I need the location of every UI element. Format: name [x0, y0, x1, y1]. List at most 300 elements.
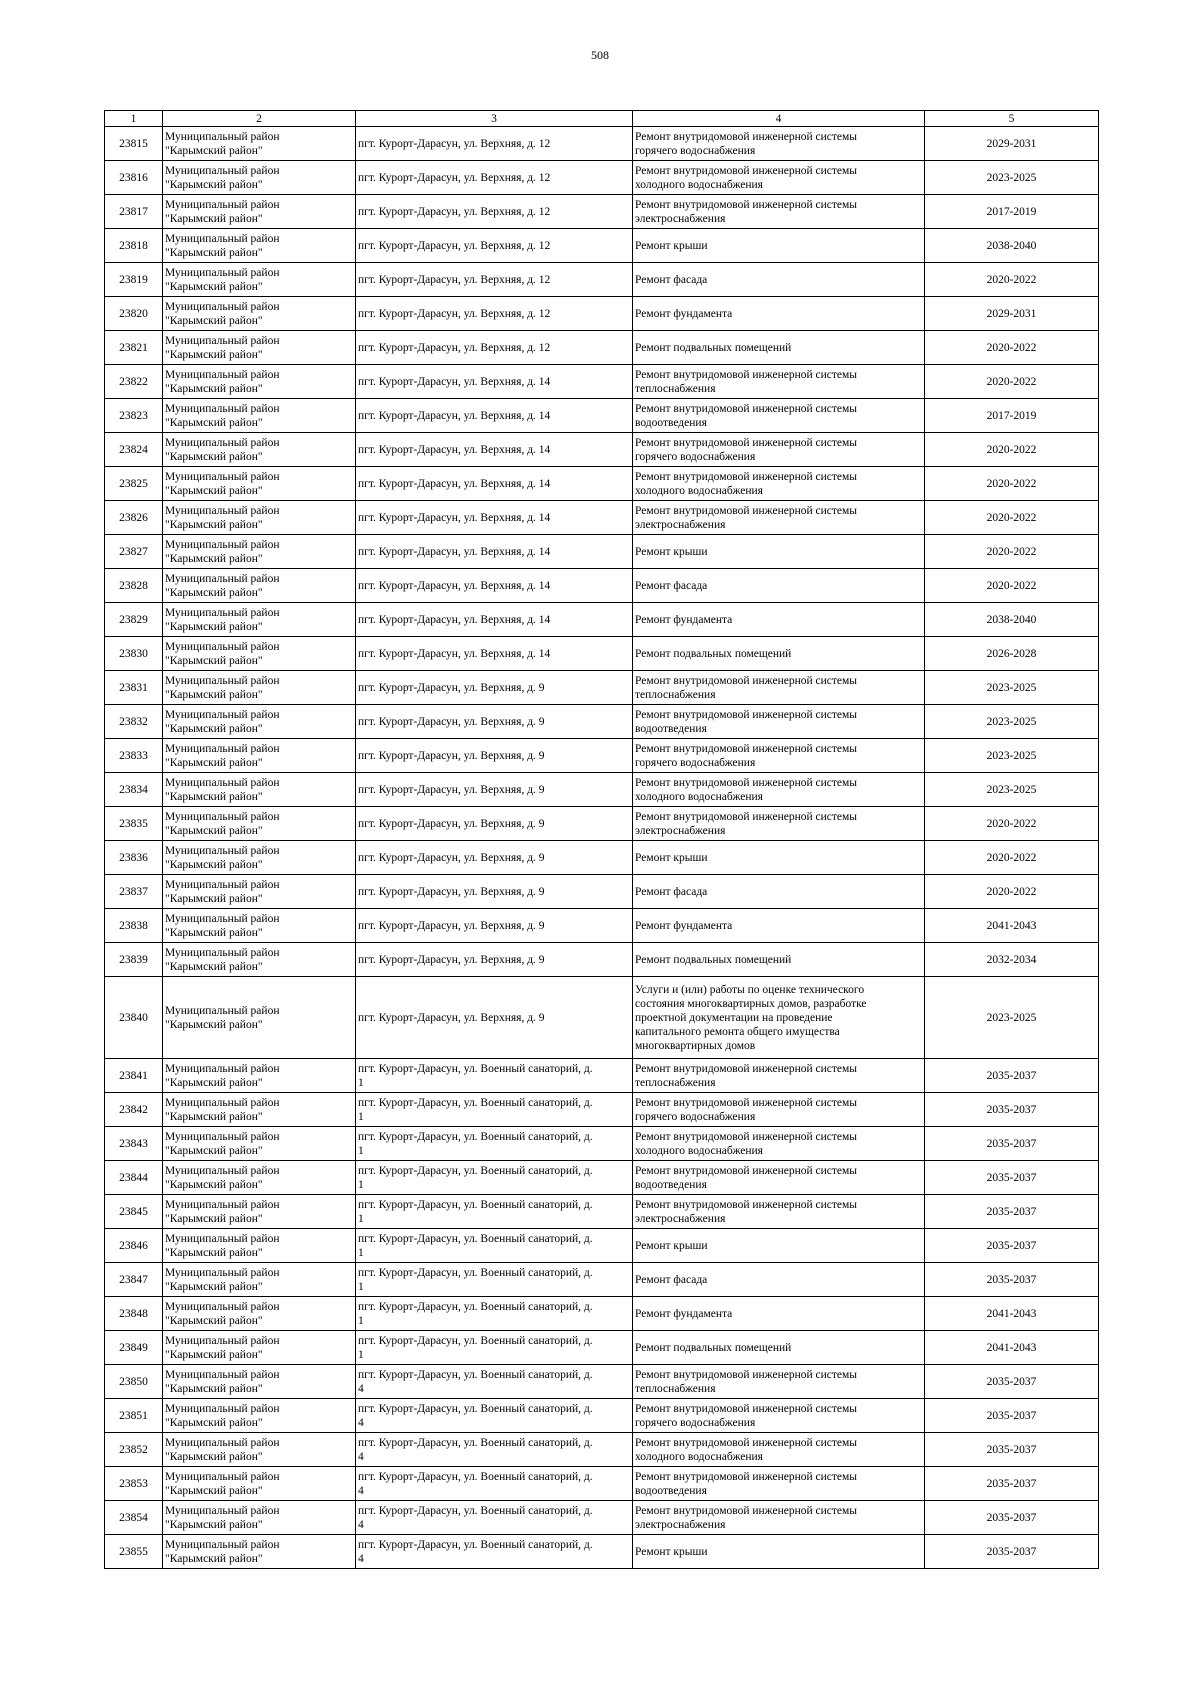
- municipality-cell: [163, 161, 356, 195]
- work-type-cell: [633, 365, 925, 399]
- table-row: [105, 909, 1099, 943]
- address-cell: [356, 943, 633, 977]
- municipality-cell-text: Муниципальный район "Карымский район": [165, 1062, 280, 1089]
- period-cell: [925, 1501, 1099, 1535]
- address-cell: [356, 365, 633, 399]
- address-cell-text: пгт. Курорт-Дарасун, ул. Верхняя, д. 9: [358, 817, 545, 830]
- row-number: [105, 467, 163, 501]
- period-cell-text: 2035-2037: [986, 1273, 1037, 1286]
- work-type-cell-text: Ремонт внутридомовой инженерной системы холодного водоснабжения: [635, 1436, 858, 1463]
- work-type-cell: [633, 1399, 925, 1433]
- municipality-cell: [163, 909, 356, 943]
- table-row: [105, 433, 1099, 467]
- address-cell: [356, 501, 633, 535]
- row-number-text: 23815: [119, 137, 148, 150]
- work-type-cell: [633, 1161, 925, 1195]
- work-type-cell-text: Ремонт фундамента: [635, 613, 733, 626]
- municipality-cell: [163, 1331, 356, 1365]
- period-cell: [925, 637, 1099, 671]
- row-number-text: 23816: [119, 171, 148, 184]
- address-cell: [356, 195, 633, 229]
- work-type-cell-text: Ремонт крыши: [635, 1239, 708, 1252]
- period-cell: [925, 1161, 1099, 1195]
- period-cell: [925, 841, 1099, 875]
- period-cell-text: 2032-2034: [986, 953, 1037, 966]
- period-cell-text: 2020-2022: [986, 375, 1037, 388]
- table-row: [105, 977, 1099, 1059]
- column-header: 5: [925, 111, 1099, 127]
- table-row: [105, 1229, 1099, 1263]
- municipality-cell: [163, 1229, 356, 1263]
- period-cell-text: 2020-2022: [986, 545, 1037, 558]
- row-number-text: 23851: [119, 1409, 148, 1422]
- address-cell: [356, 1093, 633, 1127]
- table-row: [105, 637, 1099, 671]
- address-cell-text: пгт. Курорт-Дарасун, ул. Военный санаторий, д. 1: [358, 1300, 593, 1327]
- municipality-cell-text: Муниципальный район "Карымский район": [165, 198, 280, 225]
- row-number: [105, 1161, 163, 1195]
- row-number-text: 23822: [119, 375, 148, 388]
- municipality-cell: [163, 773, 356, 807]
- address-cell-text: пгт. Курорт-Дарасун, ул. Военный санаторий, д. 1: [358, 1096, 593, 1123]
- period-cell: [925, 705, 1099, 739]
- work-type-cell-text: Ремонт внутридомовой инженерной системы теплоснабжения: [635, 1062, 858, 1089]
- municipality-cell-text: Муниципальный район "Карымский район": [165, 776, 280, 803]
- work-type-cell-text: Ремонт фундамента: [635, 307, 733, 320]
- period-cell: [925, 1433, 1099, 1467]
- municipality-cell: [163, 229, 356, 263]
- period-cell-text: 2041-2043: [986, 919, 1037, 932]
- address-cell-text: пгт. Курорт-Дарасун, ул. Военный санаторий, д. 1: [358, 1232, 593, 1259]
- municipality-cell: [163, 977, 356, 1059]
- row-number: [105, 943, 163, 977]
- address-cell-text: пгт. Курорт-Дарасун, ул. Верхняя, д. 14: [358, 511, 551, 524]
- table-row: [105, 671, 1099, 705]
- period-cell-text: 2017-2019: [986, 409, 1037, 422]
- address-cell-text: пгт. Курорт-Дарасун, ул. Верхняя, д. 14: [358, 579, 551, 592]
- address-cell: [356, 1331, 633, 1365]
- work-type-cell-text: Ремонт внутридомовой инженерной системы электроснабжения: [635, 810, 858, 837]
- municipality-cell-text: Муниципальный район "Карымский район": [165, 504, 280, 531]
- municipality-cell-text: Муниципальный район "Карымский район": [165, 708, 280, 735]
- work-type-cell: [633, 467, 925, 501]
- work-type-cell: [633, 807, 925, 841]
- row-number: [105, 603, 163, 637]
- address-cell-text: пгт. Курорт-Дарасун, ул. Верхняя, д. 9: [358, 681, 545, 694]
- period-cell: [925, 1263, 1099, 1297]
- period-cell-text: 2035-2037: [986, 1137, 1037, 1150]
- row-number-text: 23847: [119, 1273, 148, 1286]
- work-type-cell-text: Ремонт внутридомовой инженерной системы горячего водоснабжения: [635, 436, 858, 463]
- row-number-text: 23853: [119, 1477, 148, 1490]
- work-type-cell: [633, 229, 925, 263]
- row-number-text: 23819: [119, 273, 148, 286]
- row-number-text: 23834: [119, 783, 148, 796]
- work-type-cell: [633, 433, 925, 467]
- address-cell-text: пгт. Курорт-Дарасун, ул. Верхняя, д. 12: [358, 307, 551, 320]
- work-type-cell-text: Ремонт внутридомовой инженерной системы теплоснабжения: [635, 368, 858, 395]
- row-number: [105, 535, 163, 569]
- period-cell-text: 2023-2025: [986, 783, 1037, 796]
- address-cell: [356, 909, 633, 943]
- municipality-cell: [163, 603, 356, 637]
- period-cell: [925, 909, 1099, 943]
- period-cell: [925, 807, 1099, 841]
- column-header: 2: [163, 111, 356, 127]
- table-row: [105, 297, 1099, 331]
- work-type-cell: [633, 1467, 925, 1501]
- municipality-cell-text: Муниципальный район "Карымский район": [165, 1504, 280, 1531]
- municipality-cell: [163, 1365, 356, 1399]
- table-row: [105, 161, 1099, 195]
- municipality-cell-text: Муниципальный район "Карымский район": [165, 368, 280, 395]
- row-number: [105, 705, 163, 739]
- row-number-text: 23823: [119, 409, 148, 422]
- row-number: [105, 195, 163, 229]
- municipality-cell-text: Муниципальный район "Карымский район": [165, 1130, 280, 1157]
- work-type-cell: [633, 841, 925, 875]
- table-body: [105, 127, 1099, 1569]
- work-type-cell-text: Ремонт подвальных помещений: [635, 647, 792, 660]
- address-cell: [356, 1501, 633, 1535]
- address-cell: [356, 1195, 633, 1229]
- work-type-cell: [633, 263, 925, 297]
- work-type-cell-text: Ремонт внутридомовой инженерной системы холодного водоснабжения: [635, 776, 858, 803]
- row-number: [105, 433, 163, 467]
- period-cell-text: 2035-2037: [986, 1511, 1037, 1524]
- row-number: [105, 1501, 163, 1535]
- municipality-cell-text: Муниципальный район "Карымский район": [165, 1436, 280, 1463]
- period-cell-text: 2017-2019: [986, 205, 1037, 218]
- period-cell-text: 2035-2037: [986, 1477, 1037, 1490]
- work-type-cell-text: Ремонт подвальных помещений: [635, 341, 792, 354]
- period-cell-text: 2020-2022: [986, 443, 1037, 456]
- period-cell: [925, 977, 1099, 1059]
- address-cell: [356, 773, 633, 807]
- work-type-cell: [633, 1365, 925, 1399]
- row-number-text: 23825: [119, 477, 148, 490]
- table-row: [105, 501, 1099, 535]
- table-row: [105, 1535, 1099, 1569]
- municipality-cell-text: Муниципальный район "Карымский район": [165, 878, 280, 905]
- municipality-cell-text: Муниципальный район "Карымский район": [165, 538, 280, 565]
- period-cell-text: 2035-2037: [986, 1443, 1037, 1456]
- address-cell: [356, 1161, 633, 1195]
- address-cell-text: пгт. Курорт-Дарасун, ул. Военный санаторий, д. 4: [358, 1368, 593, 1395]
- row-number-text: 23848: [119, 1307, 148, 1320]
- period-cell: [925, 433, 1099, 467]
- row-number: [105, 807, 163, 841]
- table-row: [105, 535, 1099, 569]
- address-cell-text: пгт. Курорт-Дарасун, ул. Военный санаторий, д. 4: [358, 1538, 593, 1565]
- period-cell: [925, 535, 1099, 569]
- municipality-cell-text: Муниципальный район "Карымский район": [165, 1402, 280, 1429]
- period-cell: [925, 467, 1099, 501]
- address-cell-text: пгт. Курорт-Дарасун, ул. Верхняя, д. 9: [358, 749, 545, 762]
- work-type-cell-text: Ремонт внутридомовой инженерной системы горячего водоснабжения: [635, 130, 858, 157]
- row-number-text: 23821: [119, 341, 148, 354]
- address-cell: [356, 1127, 633, 1161]
- period-cell-text: 2023-2025: [986, 171, 1037, 184]
- municipality-cell-text: Муниципальный район "Карымский район": [165, 606, 280, 633]
- row-number: [105, 229, 163, 263]
- municipality-cell-text: Муниципальный район "Карымский район": [165, 300, 280, 327]
- work-type-cell: [633, 161, 925, 195]
- work-type-cell: [633, 331, 925, 365]
- municipality-cell-text: Муниципальный район "Карымский район": [165, 844, 280, 871]
- work-type-cell: [633, 535, 925, 569]
- row-number: [105, 365, 163, 399]
- period-cell-text: 2020-2022: [986, 477, 1037, 490]
- work-type-cell-text: Ремонт фундамента: [635, 919, 733, 932]
- municipality-cell: [163, 807, 356, 841]
- period-cell: [925, 1331, 1099, 1365]
- period-cell: [925, 161, 1099, 195]
- address-cell: [356, 433, 633, 467]
- period-cell: [925, 501, 1099, 535]
- address-cell: [356, 127, 633, 161]
- address-cell-text: пгт. Курорт-Дарасун, ул. Военный санаторий, д. 4: [358, 1504, 593, 1531]
- work-type-cell-text: Ремонт фасада: [635, 579, 708, 592]
- table-row: [105, 127, 1099, 161]
- table-row: [105, 331, 1099, 365]
- period-cell-text: 2035-2037: [986, 1409, 1037, 1422]
- period-cell: [925, 773, 1099, 807]
- address-cell-text: пгт. Курорт-Дарасун, ул. Верхняя, д. 14: [358, 409, 551, 422]
- address-cell-text: пгт. Курорт-Дарасун, ул. Военный санаторий, д. 1: [358, 1130, 593, 1157]
- row-number-text: 23840: [119, 1011, 148, 1024]
- row-number: [105, 501, 163, 535]
- row-number: [105, 263, 163, 297]
- address-cell-text: пгт. Курорт-Дарасун, ул. Верхняя, д. 14: [358, 647, 551, 660]
- work-type-cell: [633, 1093, 925, 1127]
- work-type-cell: [633, 1263, 925, 1297]
- row-number-text: 23844: [119, 1171, 148, 1184]
- municipality-cell-text: Муниципальный район "Карымский район": [165, 1300, 280, 1327]
- row-number: [105, 637, 163, 671]
- municipality-cell-text: Муниципальный район "Карымский район": [165, 1164, 280, 1191]
- municipality-cell: [163, 263, 356, 297]
- work-type-cell: [633, 705, 925, 739]
- row-number: [105, 1263, 163, 1297]
- address-cell: [356, 297, 633, 331]
- period-cell-text: 2020-2022: [986, 851, 1037, 864]
- period-cell-text: 2035-2037: [986, 1171, 1037, 1184]
- period-cell: [925, 671, 1099, 705]
- municipality-cell-text: Муниципальный район "Карымский район": [165, 1538, 280, 1565]
- table-row: [105, 705, 1099, 739]
- address-cell: [356, 705, 633, 739]
- work-type-cell-text: Ремонт внутридомовой инженерной системы холодного водоснабжения: [635, 1130, 858, 1157]
- row-number: [105, 1467, 163, 1501]
- period-cell: [925, 297, 1099, 331]
- work-type-cell-text: Ремонт фасада: [635, 273, 708, 286]
- row-number: [105, 161, 163, 195]
- municipality-cell-text: Муниципальный район "Карымский район": [165, 334, 280, 361]
- address-cell: [356, 467, 633, 501]
- row-number: [105, 909, 163, 943]
- work-type-cell-text: Ремонт крыши: [635, 239, 708, 252]
- municipality-cell: [163, 671, 356, 705]
- work-type-cell: [633, 1195, 925, 1229]
- municipality-cell: [163, 501, 356, 535]
- period-cell: [925, 1229, 1099, 1263]
- address-cell: [356, 875, 633, 909]
- repair-schedule-table: [104, 110, 1099, 1569]
- work-type-cell-text: Ремонт внутридомовой инженерной системы горячего водоснабжения: [635, 1402, 858, 1429]
- municipality-cell-text: Муниципальный район "Карымский район": [165, 810, 280, 837]
- address-cell-text: пгт. Курорт-Дарасун, ул. Верхняя, д. 9: [358, 783, 545, 796]
- row-number: [105, 1195, 163, 1229]
- municipality-cell: [163, 535, 356, 569]
- row-number: [105, 1331, 163, 1365]
- address-cell-text: пгт. Курорт-Дарасун, ул. Верхняя, д. 14: [358, 443, 551, 456]
- address-cell-text: пгт. Курорт-Дарасун, ул. Верхняя, д. 12: [358, 273, 551, 286]
- address-cell: [356, 841, 633, 875]
- municipality-cell: [163, 331, 356, 365]
- row-number-text: 23854: [119, 1511, 148, 1524]
- municipality-cell: [163, 1263, 356, 1297]
- period-cell: [925, 127, 1099, 161]
- municipality-cell-text: Муниципальный район "Карымский район": [165, 266, 280, 293]
- municipality-cell-text: Муниципальный район "Карымский район": [165, 674, 280, 701]
- period-cell: [925, 943, 1099, 977]
- municipality-cell-text: Муниципальный район "Карымский район": [165, 640, 280, 667]
- period-cell-text: 2035-2037: [986, 1103, 1037, 1116]
- municipality-cell: [163, 1195, 356, 1229]
- municipality-cell: [163, 739, 356, 773]
- work-type-cell-text: Ремонт внутридомовой инженерной системы холодного водоснабжения: [635, 470, 858, 497]
- municipality-cell-text: Муниципальный район "Карымский район": [165, 742, 280, 769]
- period-cell: [925, 263, 1099, 297]
- municipality-cell-text: Муниципальный район "Карымский район": [165, 402, 280, 429]
- row-number: [105, 773, 163, 807]
- address-cell-text: пгт. Курорт-Дарасун, ул. Военный санаторий, д. 1: [358, 1334, 593, 1361]
- municipality-cell-text: Муниципальный район "Карымский район": [165, 572, 280, 599]
- period-cell-text: 2023-2025: [986, 749, 1037, 762]
- municipality-cell-text: Муниципальный район "Карымский район": [165, 232, 280, 259]
- row-number-text: 23826: [119, 511, 148, 524]
- municipality-cell-text: Муниципальный район "Карымский район": [165, 130, 280, 157]
- table-row: [105, 943, 1099, 977]
- work-type-cell: [633, 739, 925, 773]
- row-number: [105, 1093, 163, 1127]
- row-number-text: 23846: [119, 1239, 148, 1252]
- row-number-text: 23855: [119, 1545, 148, 1558]
- address-cell-text: пгт. Курорт-Дарасун, ул. Военный санаторий, д. 1: [358, 1198, 593, 1225]
- address-cell-text: пгт. Курорт-Дарасун, ул. Военный санаторий, д. 4: [358, 1436, 593, 1463]
- table-row: [105, 773, 1099, 807]
- table-row: [105, 1331, 1099, 1365]
- work-type-cell-text: Услуги и (или) работы по оценке технического состояния многоквартирных домов, разработке проектной документации на проведение капитального ремонта общего имущества многоквартирных домов: [635, 983, 867, 1052]
- period-cell-text: 2035-2037: [986, 1069, 1037, 1082]
- row-number-text: 23827: [119, 545, 148, 558]
- row-number-text: 23850: [119, 1375, 148, 1388]
- row-number-text: 23839: [119, 953, 148, 966]
- work-type-cell-text: Ремонт фасада: [635, 1273, 708, 1286]
- municipality-cell: [163, 1161, 356, 1195]
- table-row: [105, 1093, 1099, 1127]
- table-row: [105, 1399, 1099, 1433]
- municipality-cell: [163, 1127, 356, 1161]
- period-cell: [925, 1093, 1099, 1127]
- address-cell-text: пгт. Курорт-Дарасун, ул. Верхняя, д. 9: [358, 953, 545, 966]
- address-cell: [356, 569, 633, 603]
- municipality-cell-text: Муниципальный район "Карымский район": [165, 1198, 280, 1225]
- row-number: [105, 1365, 163, 1399]
- address-cell-text: пгт. Курорт-Дарасун, ул. Верхняя, д. 12: [358, 205, 551, 218]
- address-cell: [356, 671, 633, 705]
- municipality-cell-text: Муниципальный район "Карымский район": [165, 1368, 280, 1395]
- row-number: [105, 1059, 163, 1093]
- period-cell: [925, 229, 1099, 263]
- table-row: [105, 807, 1099, 841]
- address-cell: [356, 229, 633, 263]
- table-row: [105, 1195, 1099, 1229]
- period-cell: [925, 875, 1099, 909]
- work-type-cell-text: Ремонт крыши: [635, 851, 708, 864]
- table-row: [105, 1365, 1099, 1399]
- work-type-cell-text: Ремонт внутридомовой инженерной системы теплоснабжения: [635, 674, 858, 701]
- table-row: [105, 263, 1099, 297]
- work-type-cell-text: Ремонт внутридомовой инженерной системы электроснабжения: [635, 1198, 858, 1225]
- municipality-cell: [163, 841, 356, 875]
- municipality-cell-text: Муниципальный район "Карымский район": [165, 470, 280, 497]
- municipality-cell: [163, 127, 356, 161]
- address-cell-text: пгт. Курорт-Дарасун, ул. Верхняя, д. 9: [358, 715, 545, 728]
- row-number: [105, 1433, 163, 1467]
- address-cell: [356, 331, 633, 365]
- work-type-cell: [633, 637, 925, 671]
- address-cell: [356, 399, 633, 433]
- work-type-cell: [633, 1297, 925, 1331]
- address-cell-text: пгт. Курорт-Дарасун, ул. Верхняя, д. 9: [358, 919, 545, 932]
- table-row: [105, 875, 1099, 909]
- address-cell-text: пгт. Курорт-Дарасун, ул. Верхняя, д. 9: [358, 885, 545, 898]
- municipality-cell: [163, 433, 356, 467]
- address-cell-text: пгт. Курорт-Дарасун, ул. Верхняя, д. 12: [358, 239, 551, 252]
- municipality-cell: [163, 297, 356, 331]
- period-cell: [925, 1535, 1099, 1569]
- period-cell-text: 2029-2031: [986, 307, 1037, 320]
- period-cell-text: 2020-2022: [986, 273, 1037, 286]
- column-header: 4: [633, 111, 925, 127]
- period-cell-text: 2023-2025: [986, 1011, 1037, 1024]
- period-cell: [925, 1195, 1099, 1229]
- address-cell-text: пгт. Курорт-Дарасун, ул. Верхняя, д. 14: [358, 375, 551, 388]
- address-cell-text: пгт. Курорт-Дарасун, ул. Верхняя, д. 12: [358, 171, 551, 184]
- table-row: [105, 229, 1099, 263]
- work-type-cell: [633, 1535, 925, 1569]
- table-row: [105, 195, 1099, 229]
- row-number: [105, 399, 163, 433]
- work-type-cell: [633, 875, 925, 909]
- period-cell: [925, 1127, 1099, 1161]
- row-number-text: 23835: [119, 817, 148, 830]
- row-number: [105, 739, 163, 773]
- municipality-cell-text: Муниципальный район "Карымский район": [165, 912, 280, 939]
- address-cell: [356, 637, 633, 671]
- municipality-cell: [163, 365, 356, 399]
- row-number: [105, 875, 163, 909]
- work-type-cell: [633, 671, 925, 705]
- row-number: [105, 671, 163, 705]
- work-type-cell-text: Ремонт внутридомовой инженерной системы электроснабжения: [635, 198, 858, 225]
- row-number: [105, 1229, 163, 1263]
- table-row: [105, 1433, 1099, 1467]
- period-cell: [925, 1365, 1099, 1399]
- address-cell: [356, 739, 633, 773]
